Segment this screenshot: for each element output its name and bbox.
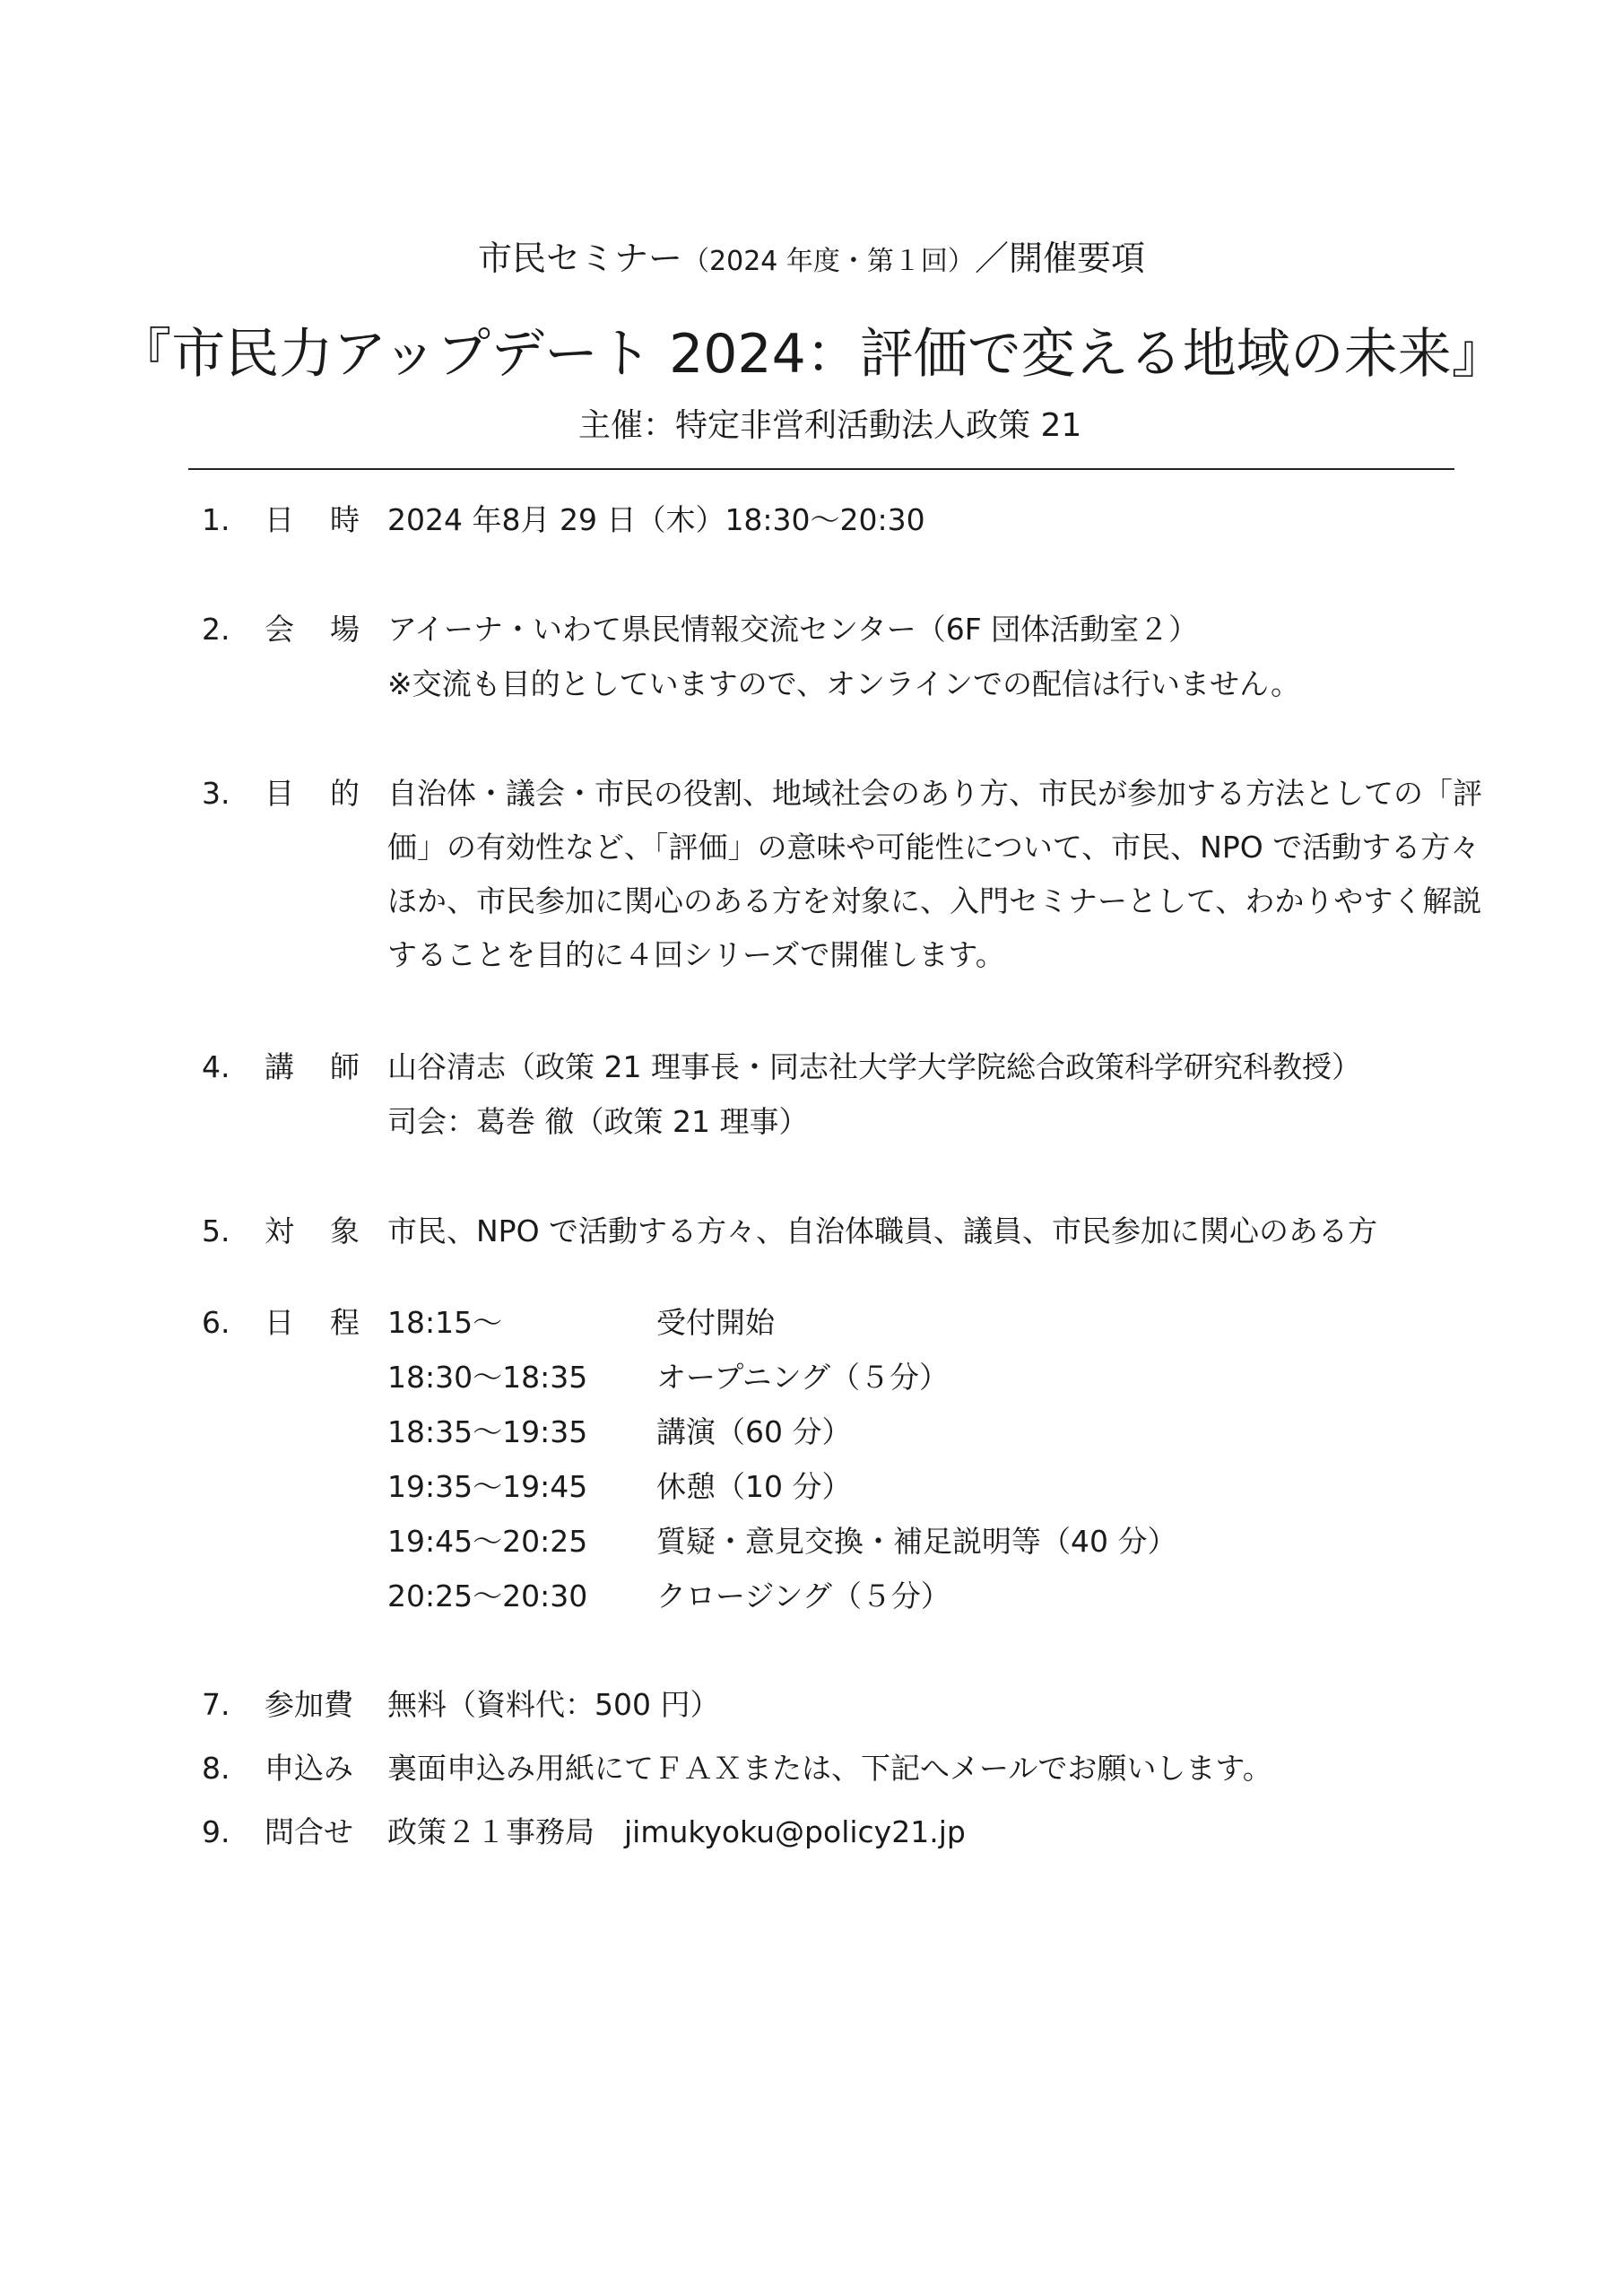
item-title: 参加費 xyxy=(265,1687,353,1722)
schedule-time: 18:30～18:35 xyxy=(387,1360,588,1395)
schedule-row xyxy=(387,1357,949,1398)
item-title: 問合せ xyxy=(265,1814,353,1849)
purpose-line: 価」の有効性など、「評価」の意味や可能性について、市民、NPO で活動する方々 xyxy=(387,830,1480,865)
item-title: 日時 xyxy=(265,502,395,537)
item-label-contact xyxy=(202,1812,353,1853)
schedule-event: クロージング（５分） xyxy=(656,1578,950,1613)
item-number: 8. xyxy=(202,1751,230,1786)
item-label-venue xyxy=(202,609,395,650)
schedule-event: 質疑・意見交換・補足説明等（40 分） xyxy=(656,1524,1177,1559)
audience-value: 市民、NPO で活動する方々、自治体職員、議員、市民参加に関心のある方 xyxy=(387,1213,1378,1248)
fee-value: 無料（資料代：500 円） xyxy=(387,1687,720,1722)
venue-value: アイーナ・いわて県民情報交流センター（6F 団体活動室２） xyxy=(387,612,1199,647)
purpose-line: ほか、市民参加に関心のある方を対象に、入門セミナーとして、わかりやすく解説 xyxy=(387,883,1482,918)
schedule-event: オープニング（５分） xyxy=(656,1360,950,1395)
item-label-application xyxy=(202,1748,353,1789)
schedule-event: 講演（60 分） xyxy=(656,1414,852,1449)
schedule-time: 19:35～19:45 xyxy=(387,1469,588,1504)
item-label-purpose xyxy=(202,773,395,814)
item-label-audience xyxy=(202,1211,395,1252)
item-title: 申込み xyxy=(265,1751,353,1786)
venue-note: ※交流も目的としていますので、オンラインでの配信は行いません。 xyxy=(387,666,1300,701)
item-label-fee xyxy=(202,1684,353,1726)
heading-prefix: 市民セミナー xyxy=(478,239,683,278)
item-number: 2. xyxy=(202,612,230,647)
schedule-time: 19:45～20:25 xyxy=(387,1524,588,1559)
schedule-row xyxy=(387,1521,1176,1562)
moderator-value: 司会：葛巻 徹（政策 21 理事） xyxy=(387,1104,809,1139)
lecturer-value: 山谷清志（政策 21 理事長・同志社大学大学院総合政策科学研究科教授） xyxy=(387,1049,1361,1084)
item-number: 3. xyxy=(202,776,230,811)
purpose-line: 自治体・議会・市民の役割、地域社会のあり方、市民が参加する方法としての「評 xyxy=(387,776,1482,811)
application-value: 裏面申込み用紙にてＦＡＸまたは、下記へメールでお願いします。 xyxy=(387,1751,1272,1786)
purpose-line: することを目的に４回シリーズで開催します。 xyxy=(387,937,1005,972)
schedule-row xyxy=(387,1302,775,1344)
contact-value: 政策２１事務局 jimukyoku@policy21.jp xyxy=(387,1814,966,1849)
schedule-row xyxy=(387,1412,851,1453)
heading-sub: （2024 年度・第１回） xyxy=(682,246,975,277)
item-number: 6. xyxy=(202,1305,230,1340)
schedule-time: 20:25～20:30 xyxy=(387,1578,588,1613)
schedule-time: 18:15～ xyxy=(387,1305,503,1340)
item-number: 4. xyxy=(202,1049,230,1084)
schedule-row xyxy=(387,1576,950,1617)
item-title: 対象 xyxy=(265,1213,395,1248)
item-title: 目的 xyxy=(265,776,395,811)
purpose-text xyxy=(387,767,1482,982)
datetime-value: 2024 年8月 29 日（木）18:30～20:30 xyxy=(387,502,925,537)
main-title: 『市民力アップデート 2024：評価で変える地域の未来』 xyxy=(117,323,1506,386)
item-title: 日程 xyxy=(265,1305,395,1340)
item-number: 7. xyxy=(202,1687,230,1722)
schedule-row xyxy=(387,1466,851,1508)
item-title: 講師 xyxy=(265,1049,395,1084)
organizer: 主催：特定非営利活動法人政策 21 xyxy=(578,407,1082,444)
seminar-heading xyxy=(0,235,1623,285)
divider xyxy=(188,468,1454,470)
schedule-time: 18:35～19:35 xyxy=(387,1414,588,1449)
item-label-lecturer xyxy=(202,1047,395,1088)
item-number: 5. xyxy=(202,1213,230,1248)
item-label-datetime xyxy=(202,500,395,541)
item-label-schedule xyxy=(202,1302,395,1344)
item-number: 9. xyxy=(202,1814,230,1849)
item-number: 1. xyxy=(202,502,230,537)
schedule-event: 休憩（10 分） xyxy=(656,1469,852,1504)
item-title: 会場 xyxy=(265,612,395,647)
heading-suffix: ／開催要項 xyxy=(974,239,1145,278)
schedule-event: 受付開始 xyxy=(656,1305,775,1340)
